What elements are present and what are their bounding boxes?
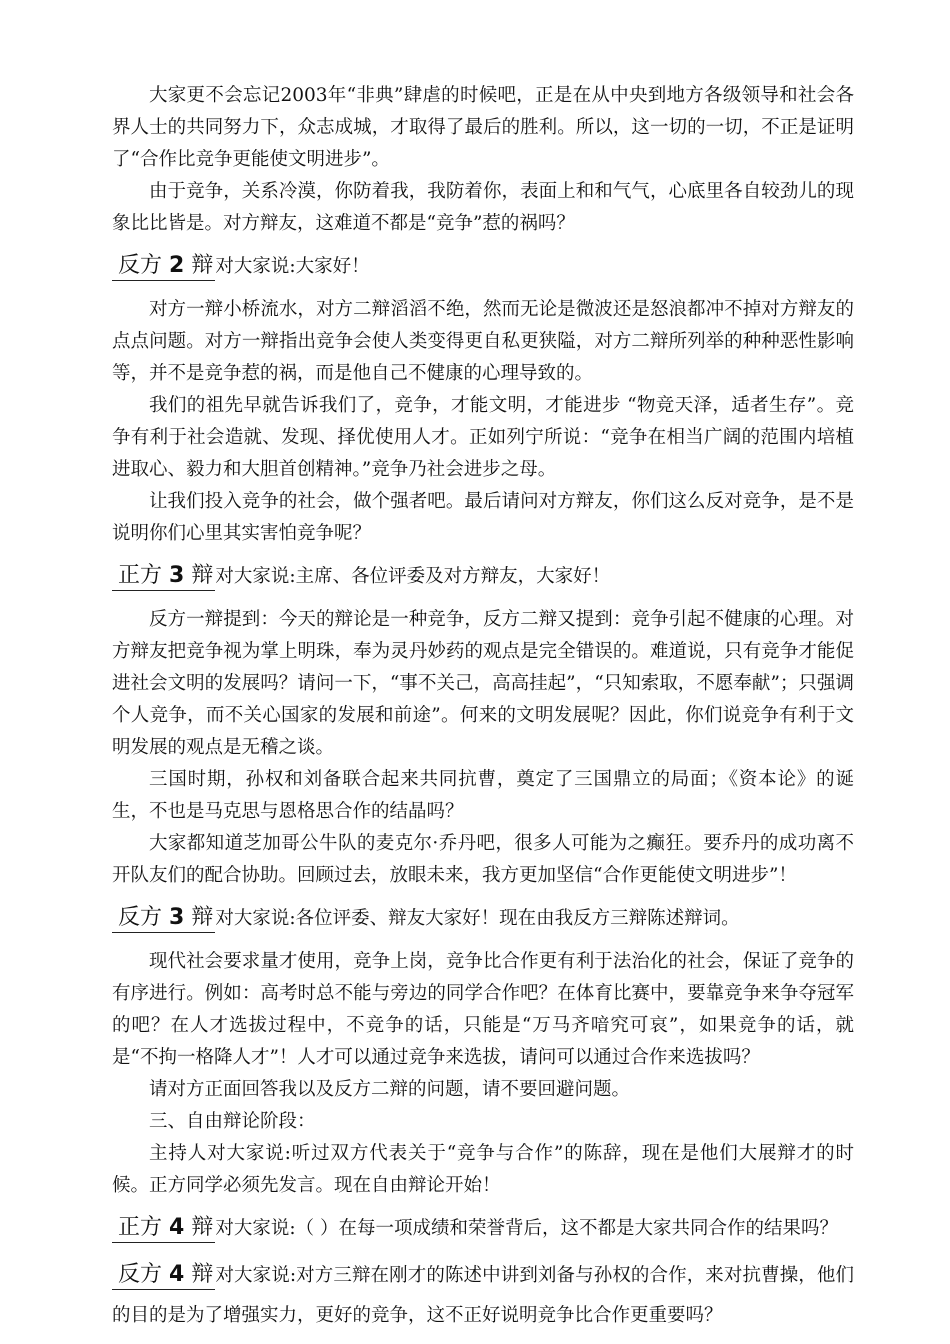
speaker-speech: 对大家说:主席、各位评委及对方辩友，大家好！ bbox=[215, 566, 611, 587]
speaker-suffix: 辩 bbox=[191, 1215, 214, 1240]
paragraph: 大家更不会忘记2003年“非典”肆虐的时候吧，正是在从中央到地方各级领导和社会各界人士的共同努力下，众志成城，才取得了最后的胜利。所以，这一切的一切，不正是证明了“合作比竞争更能使文明进步”。 bbox=[112, 85, 854, 170]
speaker-speech: 对大家说:（ ）在每一项成绩和荣誉背后，这不都是大家共同合作的结果吗？ bbox=[215, 1218, 838, 1239]
paragraph: 让我们投入竞争的社会，做个强者吧。最后请问对方辩友，你们这么反对竞争，是不是说明你们心里其实害怕竞争呢？ bbox=[112, 491, 854, 544]
paragraph: 反方一辩提到：今天的辩论是一种竞争，反方二辩又提到：竞争引起不健康的心理。对方辩友把竞争视为掌上明珠，奉为灵丹妙药的观点是完全错误的。难道说，只有竞争才能促进社会文明的发展吗？请问一下，“事不关己，高高挂起”，“只知索取，不愿奉献”；只强调个人竞争，而不关心国家的发展和前途”。何来的文明发展呢？因此，你们说竞争有利于文明发展的观点是无稽之谈。 bbox=[112, 609, 854, 758]
speaker-line bbox=[112, 558, 854, 596]
speaker-speech: 对大家说:对方三辩在刚才的陈述中讲到刘备与孙权的合作，来对抗曹操，他们的目的是为了增强实力，更好的竞争，这不正好说明竞争比合作更重要吗？ bbox=[112, 1265, 854, 1326]
speaker-number: 3 bbox=[169, 905, 185, 930]
speaker-suffix: 辩 bbox=[191, 905, 214, 930]
paragraph: 现代社会要求量才使用，竞争上岗，竞争比合作更有利于法治化的社会，保证了竞争的有序进行。例如：高考时总不能与旁边的同学合作吧？在体育比赛中，要靠竞争来争夺冠军的吧？在人才选拔过程中，不竞争的话，只能是“万马齐喑究可哀”，如果竞争的话，就是“不拘一格降人才”！人才可以通过竞争来选拔，请问可以通过合作来选拔吗？ bbox=[112, 951, 854, 1068]
speaker-suffix: 辩 bbox=[191, 563, 214, 588]
speaker-tag bbox=[112, 252, 215, 281]
speaker-suffix: 辩 bbox=[191, 253, 214, 278]
speaker-number: 2 bbox=[169, 253, 185, 278]
speaker-line bbox=[112, 1256, 854, 1336]
speaker-tag bbox=[112, 562, 215, 591]
speaker-side: 正方 bbox=[118, 1215, 163, 1240]
paragraph: 请对方正面回答我以及反方二辩的问题，请不要回避问题。 bbox=[149, 1079, 631, 1100]
speaker-side: 反方 bbox=[118, 253, 163, 278]
speaker-suffix: 辩 bbox=[191, 1262, 214, 1287]
speaker-number: 3 bbox=[169, 563, 185, 588]
speaker-line bbox=[112, 248, 854, 286]
paragraph: 我们的祖先早就告诉我们了，竞争，才能文明，才能进步 “物竞天泽，适者生存”。竞争有利于社会造就、发现、择优使用人才。正如列宁所说：“竞争在相当广阔的范围内培植进取心、毅力和大胆首创精神。”竞争乃社会进步之母。 bbox=[112, 395, 854, 480]
paragraph: 大家都知道芝加哥公牛队的麦克尔·乔丹吧，很多人可能为之癫狂。要乔丹的成功离不开队友们的配合协助。回顾过去，放眼未来，我方更加坚信“合作更能使文明进步”！ bbox=[112, 833, 854, 886]
paragraph: 对方一辩小桥流水，对方二辩滔滔不绝，然而无论是微波还是怒浪都冲不掉对方辩友的点点问题。对方一辩指出竞争会使人类变得更自私更狭隘，对方二辩所列举的种种恶性影响等，并不是竞争惹的祸，而是他自己不健康的心理导致的。 bbox=[112, 299, 854, 384]
speaker-speech: 对大家说:大家好！ bbox=[215, 256, 370, 277]
speaker-side: 反方 bbox=[118, 1262, 163, 1287]
speaker-tag bbox=[112, 904, 215, 933]
paragraph: 由于竞争，关系冷漠，你防着我，我防着你，表面上和和气气，心底里各自较劲儿的现象比比皆是。对方辩友，这难道不都是“竞争”惹的祸吗？ bbox=[112, 181, 854, 234]
speaker-side: 正方 bbox=[118, 563, 163, 588]
speaker-number: 4 bbox=[169, 1215, 185, 1240]
speaker-line bbox=[112, 900, 854, 938]
paragraph: 三国时期，孙权和刘备联合起来共同抗曹，奠定了三国鼎立的局面；《资本论》的诞生，不也是马克思与恩格思合作的结晶吗？ bbox=[112, 769, 854, 822]
speaker-speech: 对大家说:各位评委、辩友大家好！现在由我反方三辩陈述辩词。 bbox=[215, 908, 740, 929]
speaker-tag bbox=[112, 1261, 215, 1290]
speaker-tag bbox=[112, 1214, 215, 1243]
speaker-side: 反方 bbox=[118, 905, 163, 930]
speaker-number: 4 bbox=[169, 1262, 185, 1287]
speaker-line bbox=[112, 1210, 854, 1248]
paragraph: 三、自由辩论阶段： bbox=[149, 1111, 316, 1132]
paragraph: 主持人对大家说:听过双方代表关于“竞争与合作”的陈辞，现在是他们大展辩才的时候。正方同学必须先发言。现在自由辩论开始！ bbox=[112, 1143, 854, 1196]
